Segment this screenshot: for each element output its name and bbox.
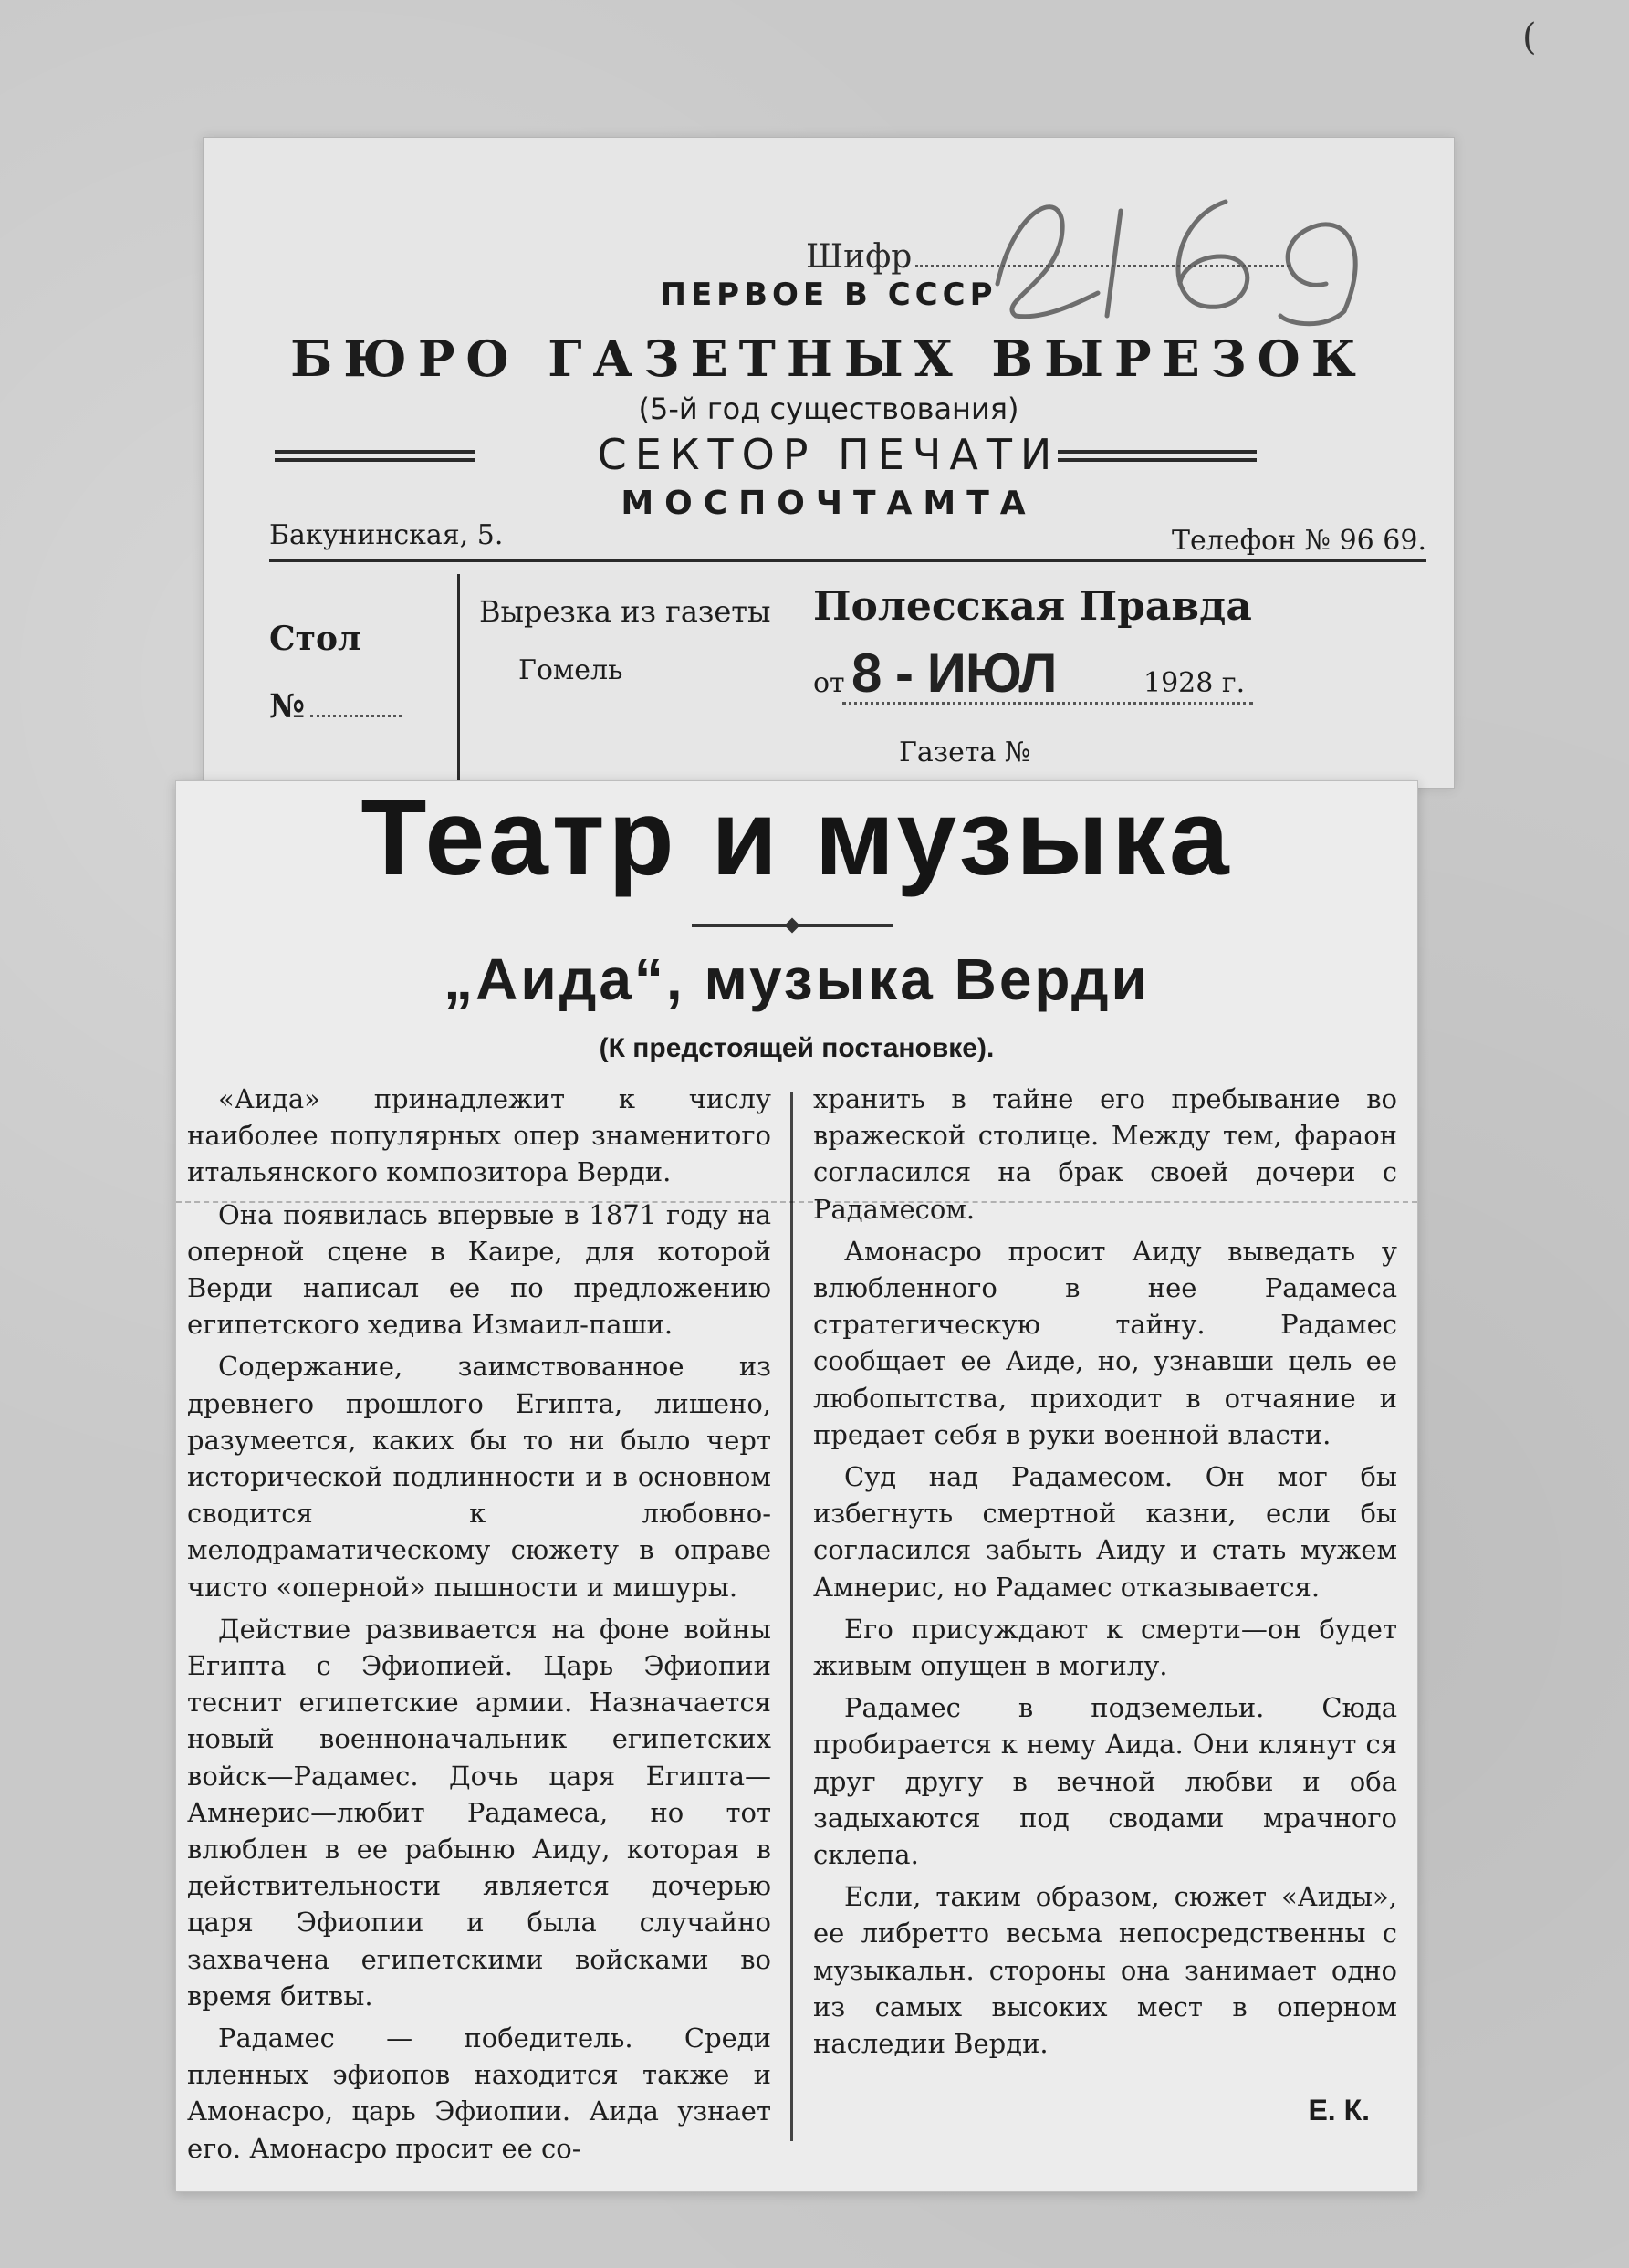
paragraph: хранить в тайне его пребывание во вражеской столице. Между тем, фараон согласился на брак своей дочери с Радамесом. — [813, 1083, 1397, 1225]
paragraph: Действие развивается на фоне войны Египта с Эфиопией. Царь Эфиопии теснит египетские армии. Назначается новый военноначальник египетских войск—Радамес. Дочь царя Египта—Амнерис—любит Радамеса, но тот влюблен в ее рабыню Аиду, которая в действительности является дочерью царя Эфиопии и была случайно захвачена египетскими войсками во время битвы. — [187, 1613, 771, 2012]
paragraph: Амонасро просит Аиду выведать у влюбленного в нее Радамеса стратегическую тайну. Радамес сообщает ее Аиде, но, узнавши цель ее любопытства, приходит в отчаяние и предает себя в руки военной власти. — [813, 1235, 1397, 1450]
bureau-form — [203, 137, 1455, 789]
date-prefix: от — [813, 667, 845, 699]
newspaper-number-label: Газета № — [899, 737, 1031, 768]
left-column — [187, 1081, 771, 2172]
first-line: ПЕРВОЕ В СССР — [660, 277, 997, 313]
date-stamp: 8 - ИЮЛ — [851, 643, 1057, 704]
headline: Театр и музыка — [360, 778, 1233, 898]
margin-mark: ( — [1522, 16, 1537, 58]
newspaper-name: Полесская Правда — [813, 583, 1252, 630]
paragraph: Суд над Радамесом. Он мог бы избегнуть смертной казни, если бы согласился забыть Аиду и стать мужем Амнерис, но Радамес отказывается. — [813, 1461, 1397, 1603]
paragraph: Если, таким образом, сюжет «Аиды», ее либретто весьма непосредственны с музыкальн. стороны она занимает одно из самых высоких мест в оперном наследии Верди. — [813, 1881, 1397, 2060]
form-column-divider — [457, 574, 460, 788]
paragraph: Радамес — победитель. Среди пленных эфиопов находится также и Амонасро, царь Эфиопии. Аида узнает его. Амонасро просит ее со- — [187, 2022, 771, 2164]
right-column — [813, 1081, 1397, 2067]
table-label: Стол — [269, 620, 361, 658]
city: Гомель — [518, 654, 623, 686]
mospochtamt: МОСПОЧТАМТА — [621, 485, 1037, 522]
phone: Телефон № 96 69. — [1172, 525, 1426, 557]
paragraph: Радамес в подземельи. Сюда пробирается к нему Аида. Они клянут ся друг другу в вечной любви и оба задыхаются под сводами мрачного склепа. — [813, 1692, 1397, 1871]
column-divider — [790, 1092, 793, 2141]
table-number-field: № — [269, 687, 402, 726]
year-note: (5-й год существования) — [638, 392, 1019, 426]
paragraph: «Аида» принадлежит к числу наиболее популярных опер знаменитого итальянского композитора Верди. — [187, 1083, 771, 1188]
date-line — [842, 702, 1253, 705]
ornament-divider — [692, 924, 893, 927]
newspaper-clipping — [175, 780, 1418, 2192]
year: 1928 г. — [1143, 667, 1246, 699]
cipher-field: Шифр — [806, 238, 1290, 276]
right-double-rule — [1058, 450, 1257, 462]
form-divider — [269, 559, 1426, 562]
paragraph: Содержание, заимствованное из древнего прошлого Египта, лишено, разумеется, каких бы то ни было черт исторической подлинности и в основном сводится к любовно-мелодраматическому сюжету в оправе чисто «оперной» пышности и мишуры. — [187, 1351, 771, 1603]
clipping-from-label: Вырезка из газеты — [479, 594, 771, 629]
bureau-title: БЮРО ГАЗЕТНЫХ ВЫРЕЗОК — [290, 329, 1367, 388]
article-note: (К предстоящей постановке). — [599, 1033, 995, 1063]
subheadline: „Аида“, музыка Верди — [444, 946, 1150, 1012]
signature: Е. К. — [1308, 2094, 1370, 2127]
address: Бакунинская, 5. — [269, 519, 504, 551]
paragraph: Его присуждают к смерти—он будет живым опущен в могилу. — [813, 1613, 1397, 1682]
fold-line — [176, 1201, 1417, 1203]
paragraph: Она появилась впервые в 1871 году на оперной сцене в Каире, для которой Верди написал ее по предложению египетского хедива Измаил-паши. — [187, 1198, 771, 1341]
sector-title: СЕКТОР ПЕЧАТИ — [597, 430, 1060, 479]
